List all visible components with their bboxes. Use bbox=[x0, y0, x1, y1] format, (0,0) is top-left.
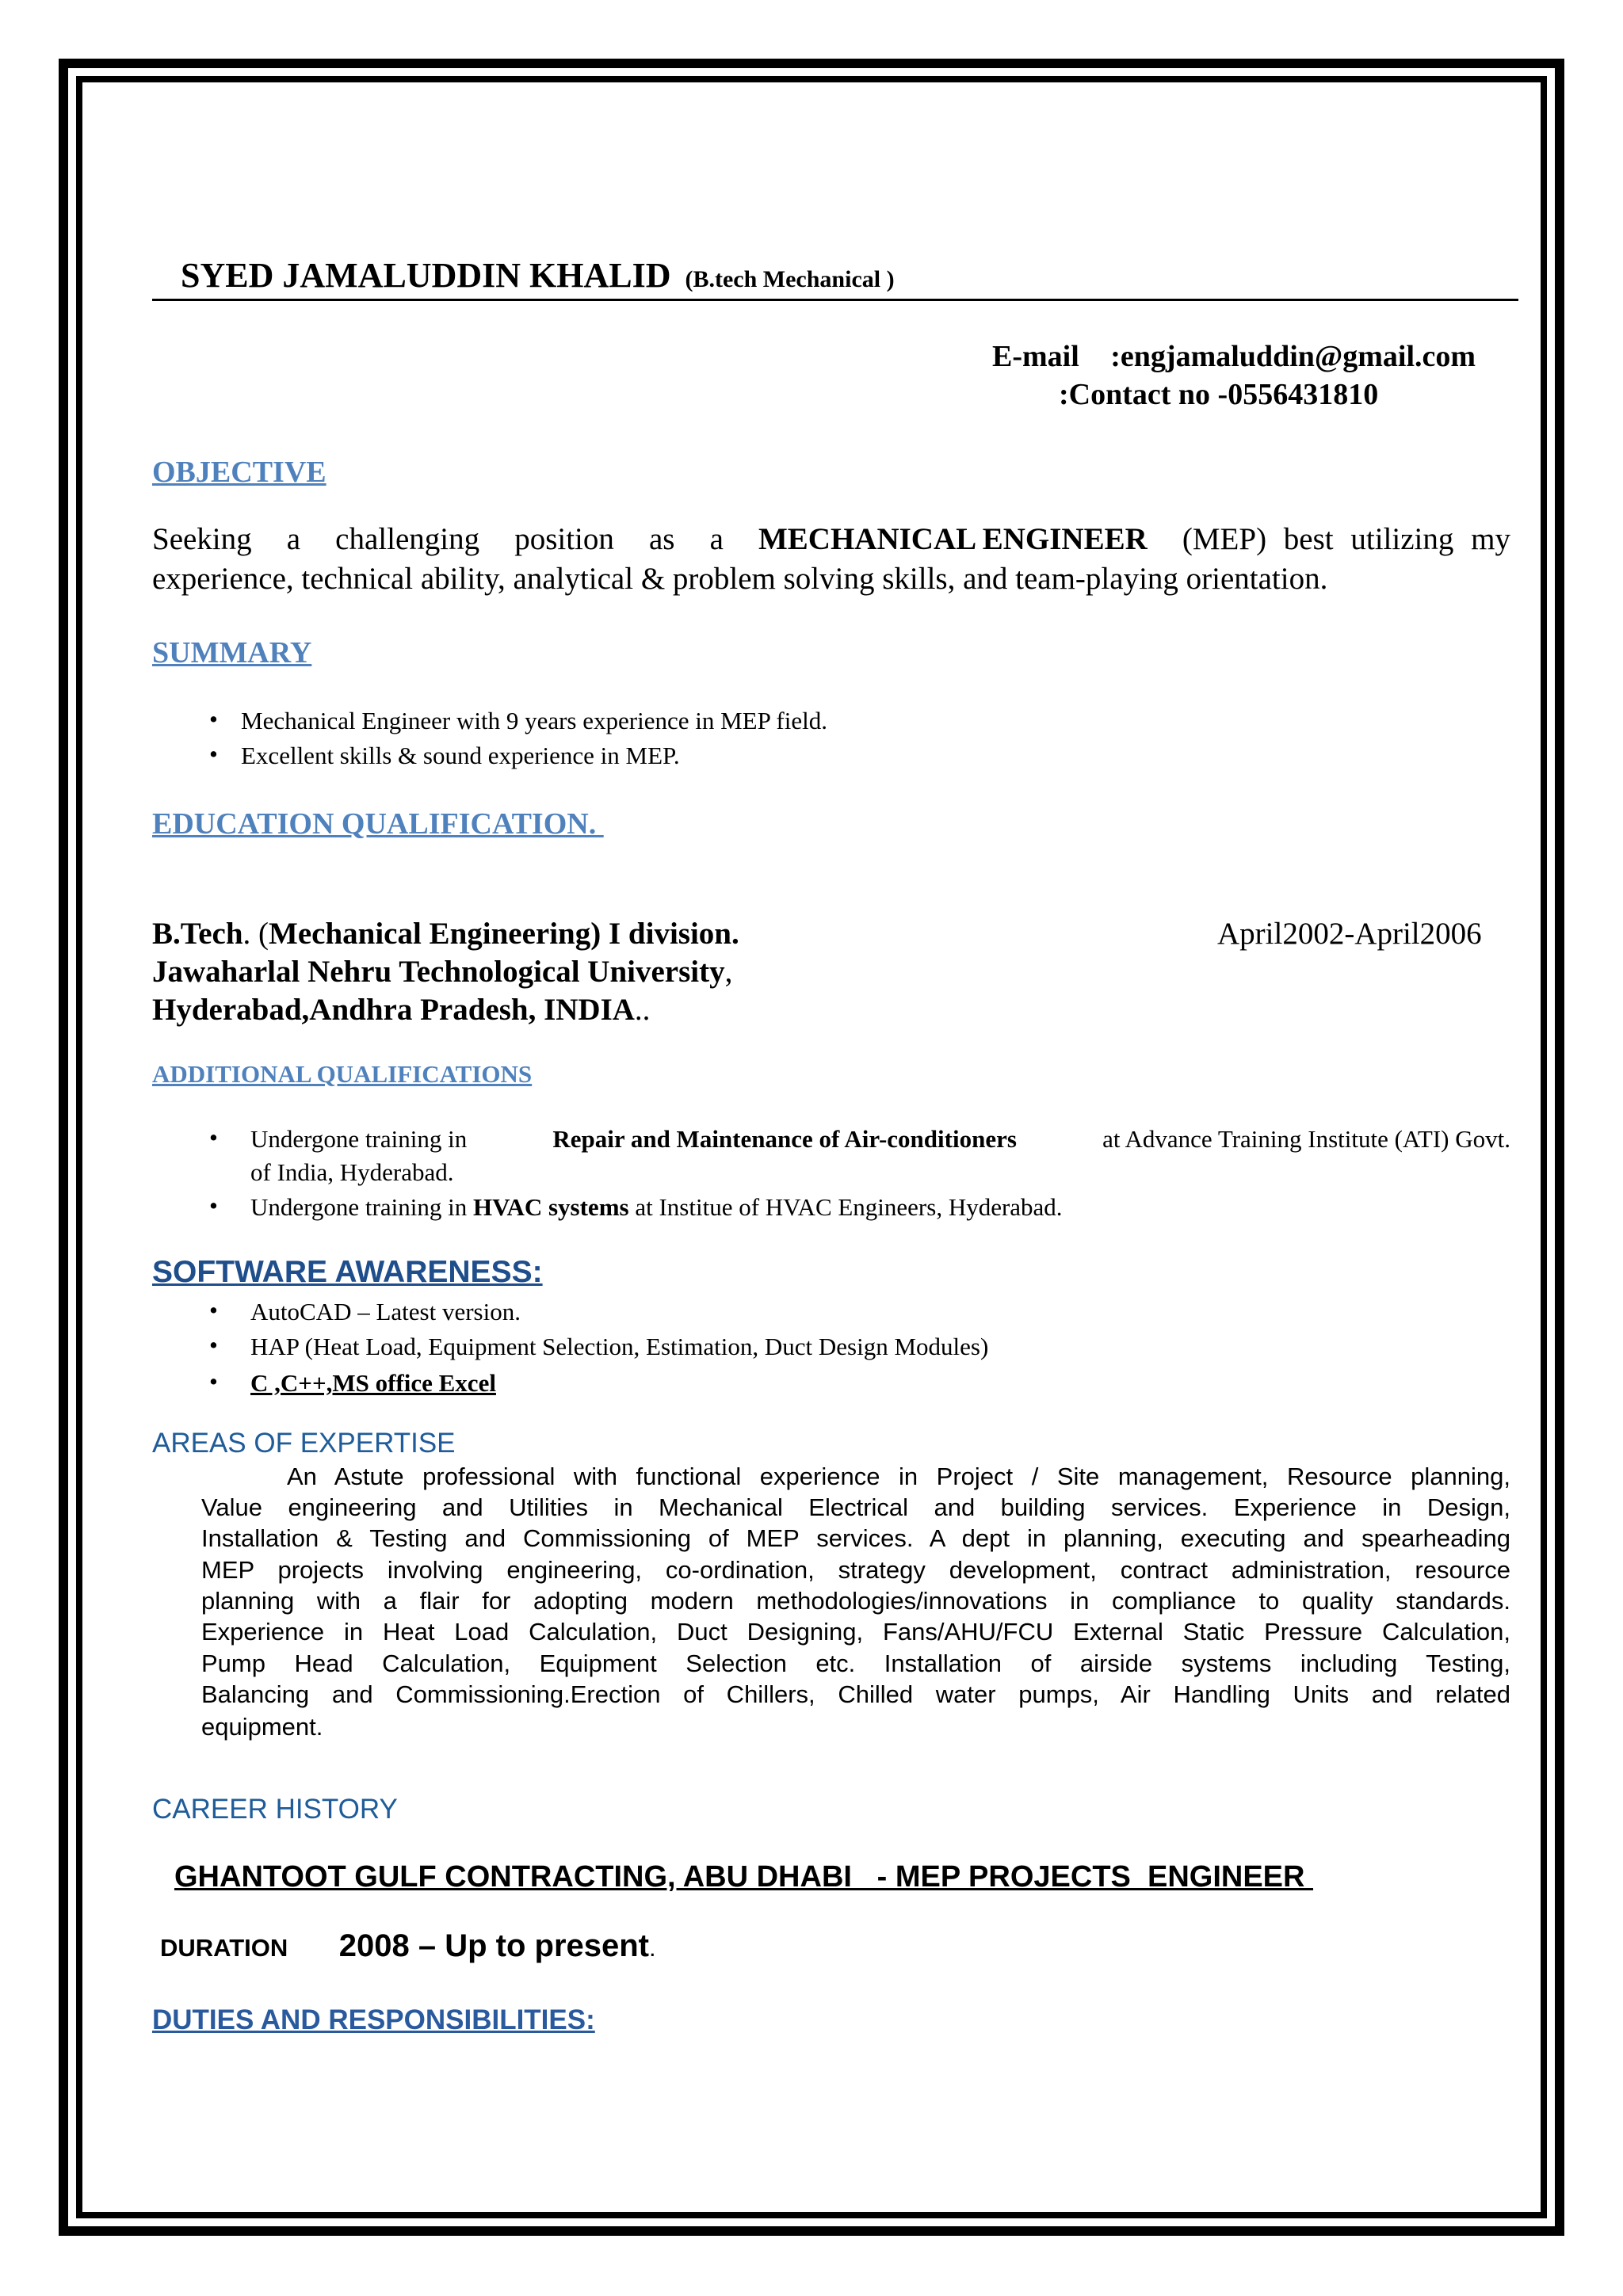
objective-word: Seeking bbox=[152, 522, 252, 556]
education-university: Jawaharlal Nehru Technological University bbox=[152, 955, 725, 989]
expertise-line: planning with a flair for adopting modern methodologies/innovations in compliance to quality standards. bbox=[201, 1587, 1510, 1615]
bullet-icon: • bbox=[209, 1296, 218, 1324]
bullet-icon: • bbox=[209, 740, 218, 768]
duration-line: DURATION 2008 – Up to present. bbox=[160, 1928, 656, 1963]
education-degree-line: B.Tech. (Mechanical Engineering) I division. bbox=[152, 917, 739, 951]
expertise-line: equipment. bbox=[201, 1713, 323, 1741]
email-value: :engjamaluddin@gmail.com bbox=[1110, 340, 1476, 373]
candidate-name: SYED JAMALUDDIN KHALID bbox=[181, 256, 671, 295]
education-location: Hyderabad,Andhra Pradesh, INDIA bbox=[152, 993, 635, 1027]
duration-label: DURATION bbox=[160, 1934, 288, 1962]
objective-word: position bbox=[514, 522, 614, 556]
career-company: GHANTOOT GULF CONTRACTING, ABU DHABI - MEP PROJECTS ENGINEER bbox=[174, 1860, 1314, 1894]
expertise-heading: AREAS OF EXPERTISE bbox=[152, 1428, 456, 1459]
summary-heading: SUMMARY bbox=[152, 636, 312, 669]
objective-word: a bbox=[709, 522, 724, 556]
expertise-line: Balancing and Commissioning.Erection of Chillers, Chilled water pumps, Air Handling Units and related bbox=[201, 1680, 1510, 1708]
header-name-line bbox=[181, 255, 895, 296]
objective-word: as bbox=[648, 522, 675, 556]
objective-rest: (MEP) best utilizing my bbox=[1182, 522, 1510, 556]
expertise-line: Experience in Heat Load Calculation, Duct Designing, Fans/AHU/FCU External Static Pressure Calculation, bbox=[201, 1618, 1510, 1646]
education-dates: April2002-April2006 bbox=[1217, 917, 1482, 951]
career-heading: CAREER HISTORY bbox=[152, 1794, 398, 1825]
email-line bbox=[992, 339, 1476, 374]
additional-item-bold: Repair and Maintenance of Air-conditioners bbox=[552, 1125, 1017, 1153]
header-rule bbox=[152, 299, 1518, 301]
education-location-line: Hyderabad,Andhra Pradesh, INDIA.. bbox=[152, 993, 651, 1027]
candidate-degree: (B.tech Mechanical ) bbox=[685, 266, 895, 292]
education-degree: B.Tech bbox=[152, 917, 243, 951]
expertise-line: An Astute professional with functional experience in Project / Site management, Resource planning, bbox=[287, 1463, 1510, 1490]
objective-heading: OBJECTIVE bbox=[152, 456, 327, 489]
additional-item-bold: HVAC systems bbox=[472, 1193, 629, 1221]
bullet-icon: • bbox=[209, 1123, 218, 1151]
duration-value: 2008 – Up to present bbox=[338, 1928, 649, 1963]
objective-word: a bbox=[286, 522, 301, 556]
objective-line-1 bbox=[152, 521, 1510, 557]
education-division: ) I division. bbox=[590, 917, 739, 951]
contact-line: :Contact no -0556431810 bbox=[1059, 378, 1379, 411]
bullet-icon: • bbox=[209, 1367, 218, 1395]
duties-heading: DUTIES AND RESPONSIBILITIES: bbox=[152, 2004, 595, 2035]
additional-item-line-1: Undergone training in Repair and Maintenance of Air-conditioners at Advance Training Institute (ATI) Govt. bbox=[250, 1125, 1510, 1153]
additional-heading: ADDITIONAL QUALIFICATIONS bbox=[152, 1060, 533, 1088]
expertise-line: Pump Head Calculation, Equipment Selection etc. Installation of airside systems including Testing, bbox=[201, 1650, 1510, 1677]
bullet-icon: • bbox=[209, 705, 218, 733]
additional-item-line-2: of India, Hyderabad. bbox=[250, 1158, 454, 1186]
objective-role: MECHANICAL ENGINEER bbox=[758, 522, 1148, 556]
software-item-bold: C ,C++,MS office Excel bbox=[250, 1369, 496, 1397]
education-field: Mechanical Engineering bbox=[269, 917, 591, 951]
education-university-line: Jawaharlal Nehru Technological University, bbox=[152, 955, 733, 989]
bullet-icon: • bbox=[209, 1331, 218, 1359]
bullet-icon: • bbox=[209, 1192, 218, 1219]
objective-line-2: experience, technical ability, analytical & problem solving skills, and team-playing orientation. bbox=[152, 562, 1328, 596]
email-label: E-mail bbox=[992, 340, 1079, 373]
expertise-line: Installation & Testing and Commissioning of MEP services. A dept in planning, executing and spearheading bbox=[201, 1524, 1510, 1552]
education-heading: EDUCATION QUALIFICATION. bbox=[152, 807, 604, 841]
software-heading: SOFTWARE AWARENESS: bbox=[152, 1255, 543, 1289]
objective-word: challenging bbox=[335, 522, 480, 556]
expertise-line: Value engineering and Utilities in Mechanical Electrical and building services. Experience in Design, bbox=[201, 1493, 1510, 1521]
expertise-line: MEP projects involving engineering, co-ordination, strategy development, contract administration, resource bbox=[201, 1556, 1510, 1584]
